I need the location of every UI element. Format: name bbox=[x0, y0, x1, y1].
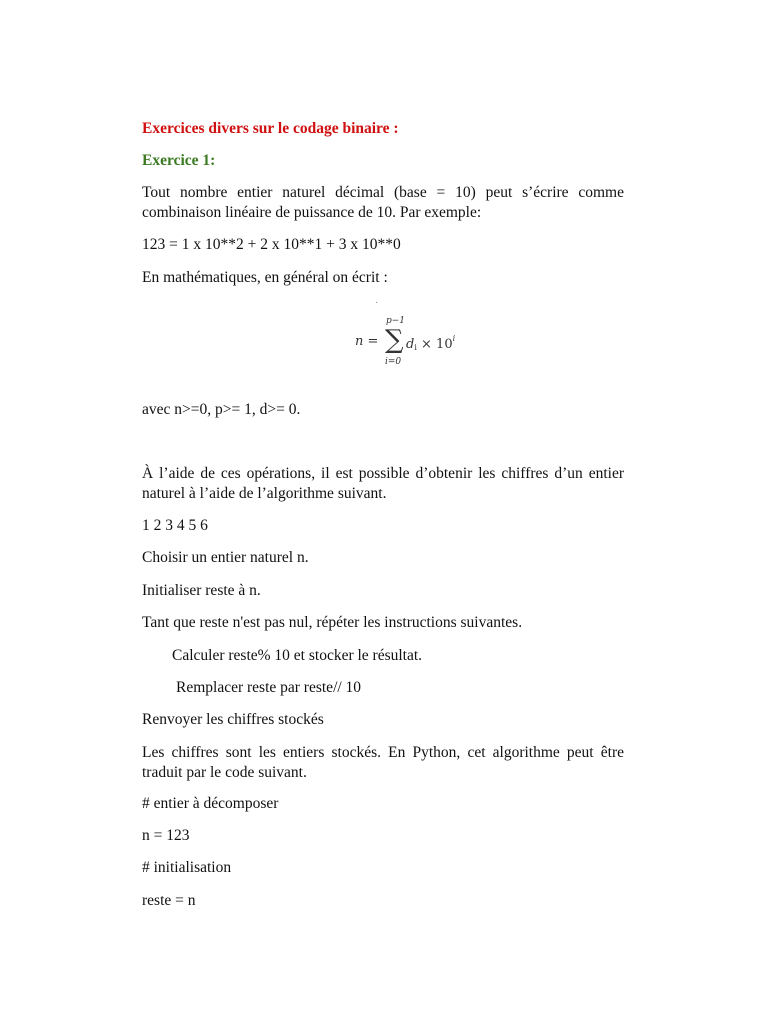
formula-term-exp: i bbox=[452, 334, 456, 343]
formula-term-var: d bbox=[406, 337, 415, 352]
code-line-3: # initialisation bbox=[142, 859, 232, 876]
algo-step-2: Initialiser reste à n. bbox=[142, 582, 261, 599]
example-equation: 123 = 1 x 10**2 + 2 x 10**1 + 3 x 10**0 bbox=[142, 236, 401, 253]
algo-intro-paragraph: À l’aide de ces opérations, il est possible d’obtenir les chiffres d’un entier naturel à l’aide de l’algorithme suivant. bbox=[142, 465, 624, 502]
line-numbers: 1 2 3 4 5 6 bbox=[142, 517, 208, 534]
stray-mark: · bbox=[375, 298, 379, 309]
algo-step-4: Calculer reste% 10 et stocker le résultat. bbox=[172, 647, 423, 664]
python-intro-paragraph: Les chiffres sont les entiers stockés. En Python, cet algorithme peut être traduit par le code suivant. bbox=[142, 744, 624, 781]
document-title: Exercices divers sur le codage binaire : bbox=[142, 120, 399, 137]
intro-paragraph: Tout nombre entier naturel décimal (base = 10) peut s’écrire comme combinaison linéaire de puissance de 10. Par exemple: bbox=[142, 184, 624, 221]
algo-step-6: Renvoyer les chiffres stockés bbox=[142, 711, 324, 728]
formula-sum-upper: p−1 bbox=[386, 316, 406, 326]
code-line-4: reste = n bbox=[142, 892, 196, 909]
code-line-2: n = 123 bbox=[142, 827, 190, 844]
sum-formula bbox=[355, 316, 475, 372]
formula-term-times: × 10 bbox=[421, 337, 453, 352]
exercise-heading: Exercice 1: bbox=[142, 152, 216, 169]
algo-step-1: Choisir un entier naturel n. bbox=[142, 549, 309, 566]
algo-step-5: Remplacer reste par reste// 10 bbox=[176, 679, 362, 696]
formula-lhs: n = bbox=[355, 334, 379, 349]
formula-sum-lower: i=0 bbox=[385, 357, 402, 367]
formula-term-index: i bbox=[414, 343, 417, 352]
conditions-line: avec n>=0, p>= 1, d>= 0. bbox=[142, 401, 301, 418]
sigma-symbol: ∑ bbox=[385, 325, 404, 355]
code-line-1: # entier à décomposer bbox=[142, 795, 279, 812]
algo-step-3: Tant que reste n'est pas nul, répéter les instructions suivantes. bbox=[142, 614, 523, 631]
math-intro: En mathématiques, en général on écrit : bbox=[142, 269, 388, 286]
formula-term bbox=[406, 334, 455, 352]
